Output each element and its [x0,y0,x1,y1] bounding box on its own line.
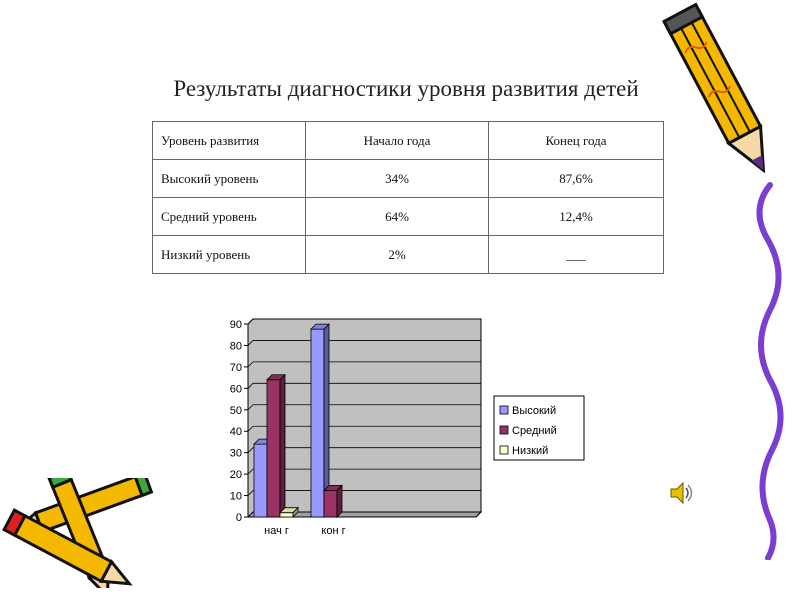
table-cell: 64% [306,198,489,236]
legend-label: Средний [512,425,557,437]
bar-side [280,375,285,517]
bar [280,513,293,517]
y-tick-label: 30 [229,447,242,460]
table-header-cell: Конец года [489,122,664,160]
table-cell: Низкий уровень [153,236,306,274]
y-tick-label: 40 [229,426,242,439]
legend-swatch [500,426,508,434]
y-tick-label: 80 [229,340,242,353]
table-cell: ___ [489,236,664,274]
bar [254,444,267,517]
table-row [153,198,664,236]
table-header-cell: Начало года [306,122,489,160]
x-tick-label: кон г [321,525,346,537]
table-header-row [153,122,664,160]
squiggle-line [740,180,800,560]
table-cell: 12,4% [489,198,664,236]
table-cell: 87,6% [489,160,664,198]
x-tick-label: нач г [264,525,289,537]
y-tick-label: 70 [229,361,242,374]
y-tick-label: 90 [229,319,242,331]
legend-swatch [500,406,508,414]
results-table [152,121,664,274]
table-cell: Высокий уровень [153,160,306,198]
bar-side [337,485,342,517]
bar-chart [218,314,598,554]
table-cell: 2% [306,236,489,274]
table-row [153,160,664,198]
y-tick-label: 50 [229,404,242,417]
bar [311,329,324,517]
table-header-cell: Уровень развития [153,122,306,160]
legend-label: Высокий [512,405,557,417]
speaker-icon[interactable] [668,480,694,506]
bar [267,380,280,517]
y-tick-label: 0 [235,512,242,524]
y-tick-label: 10 [229,490,242,503]
table-cell: 34% [306,160,489,198]
table-row [153,236,664,274]
legend-label: Низкий [512,445,549,457]
y-tick-label: 20 [229,469,242,482]
y-tick-label: 60 [229,383,242,396]
table-cell: Средний уровень [153,198,306,236]
crossed-pencils-icon [0,478,160,588]
legend-swatch [500,446,508,454]
slide-title: Результаты диагностики уровня развития детей [173,76,639,101]
bar [324,490,337,517]
